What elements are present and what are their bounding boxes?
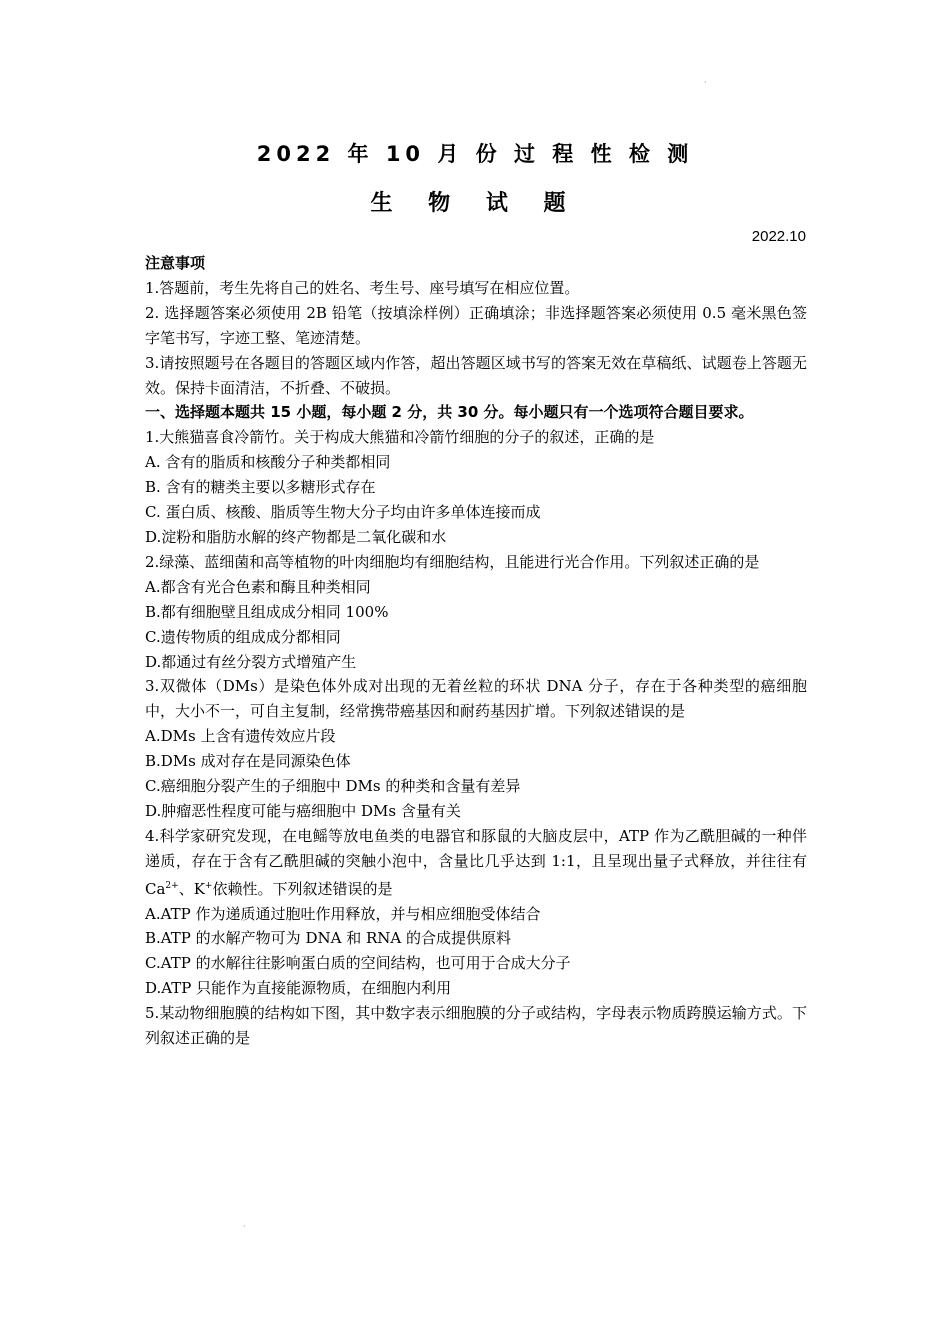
question-stem: 2.绿藻、蓝细菌和高等植物的叶肉细胞均有细胞结构，且能进行光合作用。下列叙述正确的是 bbox=[145, 552, 760, 571]
exam-subject: 生 物 试 题 bbox=[370, 191, 580, 216]
question-option: D.都通过有丝分裂方式增殖产生 bbox=[145, 652, 357, 671]
question-option: B.DMs 成对存在是同源染色体 bbox=[145, 752, 351, 771]
exam-title: 2022 年 10 月 份 过 程 性 检 测 bbox=[256, 142, 694, 166]
question-stem-part: 依赖性。下列叙述错误的是 bbox=[212, 879, 393, 898]
question-option: D.肿瘤恶性程度可能与癌细胞中 DMs 含量有关 bbox=[145, 801, 461, 820]
superscript: + bbox=[204, 880, 213, 891]
question-option: A.都含有光合色素和酶且种类相同 bbox=[145, 577, 371, 596]
question-option: D.淀粉和脂肪水解的终产物都是二氧化碳和水 bbox=[145, 527, 447, 546]
question-option: B.ATP 的水解产物可为 DNA 和 RNA 的合成提供原料 bbox=[145, 929, 511, 948]
question-option: C.癌细胞分裂产生的子细胞中 DMs 的种类和含量有差异 bbox=[145, 777, 521, 796]
question-option: C.遗传物质的组成成分都相同 bbox=[145, 627, 341, 646]
question-option: A. 含有的脂质和核酸分子种类都相同 bbox=[145, 453, 391, 472]
exam-content bbox=[145, 251, 807, 1051]
question-stem: 5.某动物细胞膜的结构如下图，其中数字表示细胞膜的分子或结构，字母表示物质跨膜运输方式。下列叙述正确的是 bbox=[145, 1004, 807, 1048]
notice-item: 1.答题前，考生先将自己的姓名、考生号、座号填写在相应位置。 bbox=[145, 278, 580, 297]
question-option: B. 含有的糖类主要以多糖形式存在 bbox=[145, 478, 376, 497]
corner-mark: · bbox=[243, 1222, 246, 1231]
question-stem: 3.双微体（DMs）是染色体外成对出现的无着丝粒的环状 DNA 分子，存在于各种类型的癌细胞中，大小不一，可自主复制，经常携带癌基因和耐药基因扩增。下列叙述错误的是 bbox=[145, 677, 807, 721]
question-option: A.DMs 上含有遗传效应片段 bbox=[145, 727, 336, 746]
question-stem-part: 、K bbox=[178, 879, 205, 898]
corner-mark: · bbox=[704, 78, 707, 87]
question-stem-part: 4.科学家研究发现，在电鳐等放电鱼类的电器官和豚鼠的大脑皮层中，ATP 作为乙酰胆碱的一种伴递质，存在于含有乙酰胆碱的突触小泡中，含量比几乎达到 1:1，且呈现出量子式释放，并往往有 Ca bbox=[145, 826, 807, 898]
question-stem bbox=[145, 824, 807, 902]
question-option: D.ATP 只能作为直接能源物质，在细胞内利用 bbox=[145, 979, 452, 998]
question-option: C.ATP 的水解往往影响蛋白质的空间结构，也可用于合成大分子 bbox=[145, 954, 571, 973]
question-option: A.ATP 作为递质通过胞吐作用释放，并与相应细胞受体结合 bbox=[145, 904, 541, 923]
notice-item: 3.请按照题号在各题目的答题区域内作答，超出答题区域书写的答案无效在草稿纸、试题卷上答题无效。保持卡面清洁，不折叠、不破损。 bbox=[145, 353, 807, 397]
superscript: 2+ bbox=[165, 880, 179, 891]
notice-heading: 注意事项 bbox=[145, 254, 206, 272]
question-option: B.都有细胞壁且组成成分相同 100% bbox=[145, 602, 389, 621]
notice-item: 2. 选择题答案必须使用 2B 铅笔（按填涂样例）正确填涂；非选择题答案必须使用 0.5 毫米黑色签字笔书写，字迹工整、笔迹清楚。 bbox=[145, 303, 807, 347]
question-stem: 1.大熊猫喜食冷箭竹。关于构成大熊猫和冷箭竹细胞的分子的叙述，正确的是 bbox=[145, 428, 655, 447]
question-option: C. 蛋白质、核酸、脂质等生物大分子均由许多单体连接而成 bbox=[145, 503, 541, 522]
exam-date: 2022.10 bbox=[751, 228, 806, 245]
section-heading: 一、选择题本题共 15 小题，每小题 2 分，共 30 分。每小题只有一个选项符合题目要求。 bbox=[145, 403, 754, 422]
